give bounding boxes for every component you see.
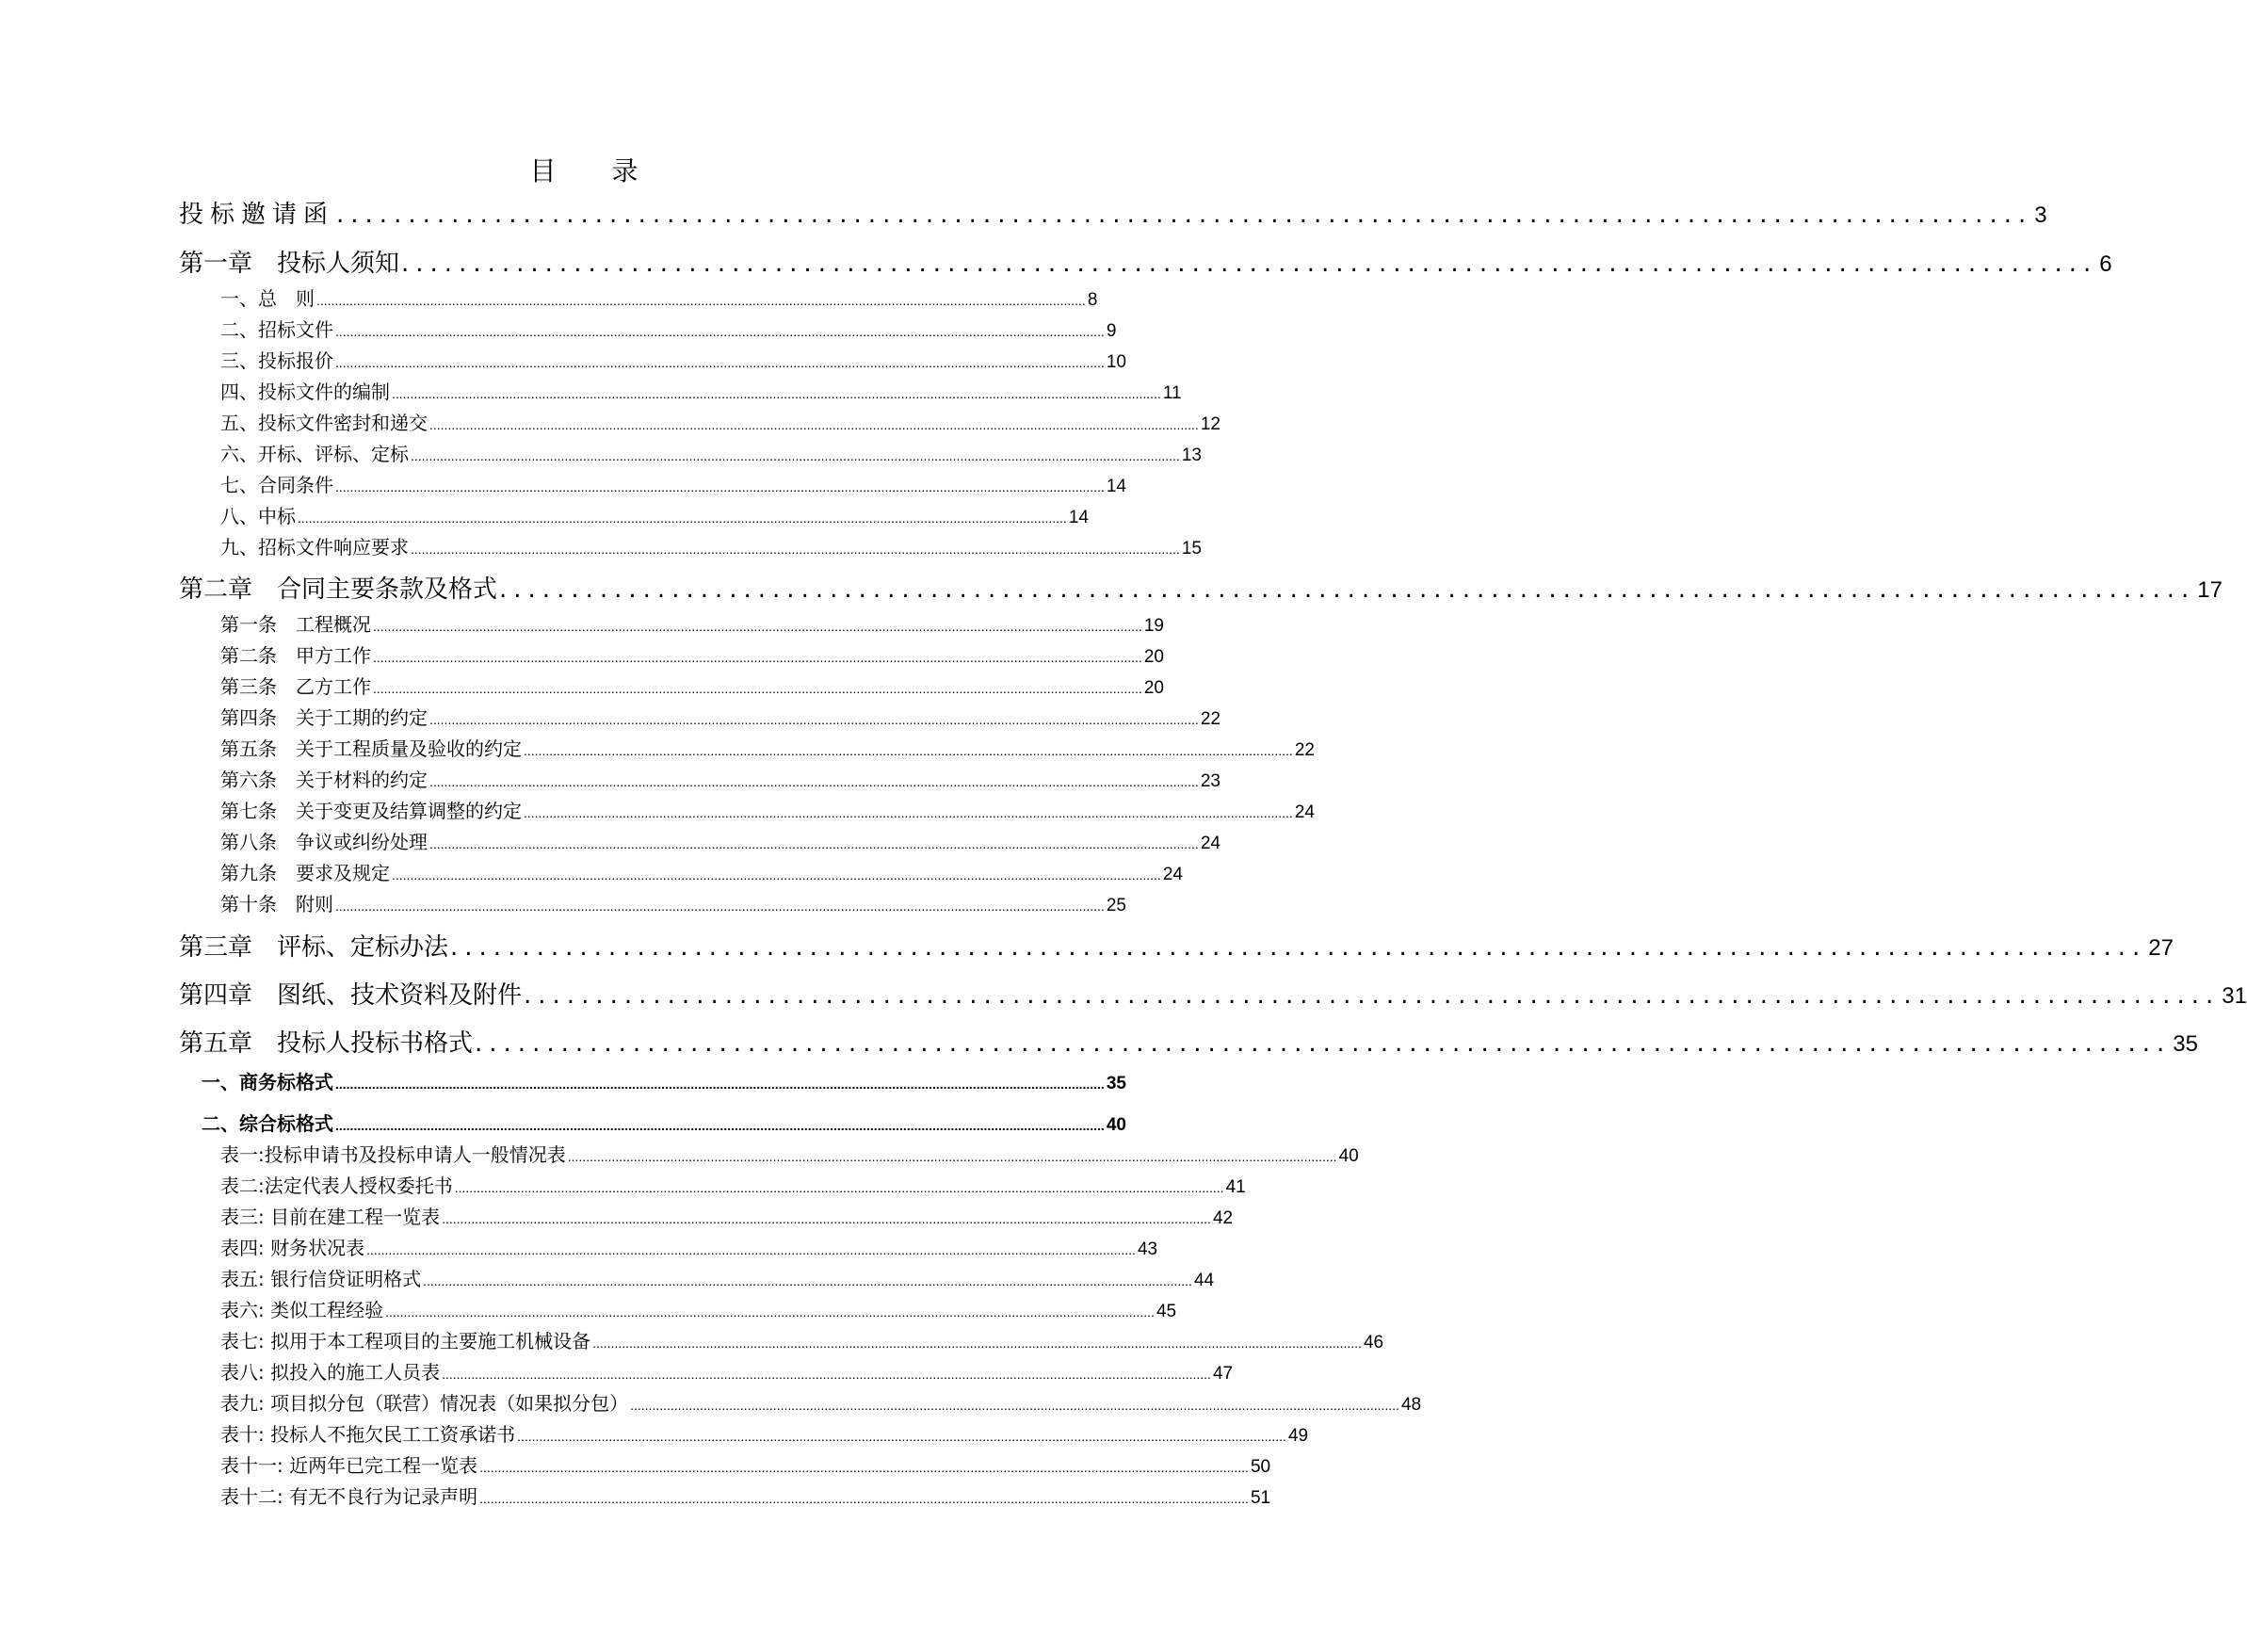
toc-page-number: 31 — [2222, 983, 2247, 1009]
toc-page-number: 24 — [1294, 802, 1315, 822]
toc-page-number: 10 — [1106, 352, 1126, 372]
toc-page-number: 27 — [2148, 935, 2174, 961]
toc-entry-label: 第五条 关于工程质量及验收的约定 — [220, 737, 522, 760]
toc-leader: .................................................................................................................................................................................................................. — [429, 774, 1199, 789]
toc-page-number: 15 — [1181, 539, 1202, 559]
toc-entry-chapter-3[interactable] — [179, 931, 2174, 964]
toc-leader: .................................................................................................................................................................................................................. — [298, 510, 1067, 526]
toc-entry-label: 第十条 附则 — [220, 893, 333, 915]
toc-leader: .................................................................................................................................................................................................................. — [335, 479, 1105, 494]
toc-entry-label: 第七条 关于变更及结算调整的约定 — [220, 800, 522, 822]
toc-entry-label: 表四: 财务状况表 — [220, 1237, 365, 1259]
page-title: 目 录 — [529, 155, 639, 186]
toc-leader: .................................................................................................................................................................................................................. — [630, 1398, 1399, 1413]
toc-leader: .................................................................................................................................................................................................................. — [373, 619, 1142, 634]
toc-entry-label: 表十: 投标人不拖欠民工工资承诺书 — [220, 1423, 516, 1446]
toc-leader: .................................................................................................................................................................................................................. — [335, 324, 1105, 339]
toc-page-number: 12 — [1200, 414, 1220, 434]
toc-page-number: 40 — [1338, 1146, 1359, 1166]
toc-page-number: 8 — [1087, 290, 1098, 310]
toc-page-number: 23 — [1200, 771, 1220, 791]
toc-entry-section[interactable] — [220, 704, 1220, 732]
toc-page-number: 20 — [1143, 678, 1164, 698]
toc-entry-label: 第二条 甲方工作 — [220, 644, 371, 667]
toc-entry-form[interactable] — [220, 1203, 1234, 1231]
toc-entry-label: 表三: 目前在建工程一览表 — [220, 1206, 441, 1228]
toc-leader: .................................................................................................................................................................................................................. — [411, 448, 1180, 463]
toc-leader: ...................................................................................................................... — [475, 1029, 2172, 1058]
toc-entry-section[interactable] — [220, 672, 1164, 701]
toc-entry-chapter-5[interactable] — [179, 1027, 2198, 1061]
toc-page-number: 42 — [1212, 1208, 1234, 1228]
toc-leader: .................................................................................................................................................................................................................. — [373, 650, 1142, 665]
toc-entry-label: 表十二: 有无不良行为记录声明 — [220, 1485, 478, 1508]
toc-entry-subchapter[interactable] — [202, 1109, 1126, 1138]
toc-page-number: 9 — [1106, 321, 1117, 341]
toc-entry-label: 表九: 项目拟分包（联营）情况表（如果拟分包） — [220, 1392, 629, 1415]
toc-entry-form[interactable] — [220, 1141, 1359, 1169]
toc-leader: .................................................................................................................................................................................................................. — [392, 386, 1161, 401]
toc-entry-label: 第一章 投标人须知 — [179, 250, 400, 278]
toc-page-number: 43 — [1137, 1239, 1158, 1259]
toc-entry-label: 第六条 关于材料的约定 — [220, 769, 428, 791]
toc-entry-subchapter[interactable] — [202, 1068, 1126, 1096]
toc-entry-chapter-2[interactable] — [179, 573, 2223, 607]
toc-leader: .................................................................................................................................................................................................................. — [429, 417, 1199, 432]
toc-leader: ...................................................................................................................... — [450, 933, 2147, 962]
toc-entry-label: 一、总 则 — [220, 287, 315, 310]
toc-page-number: 47 — [1212, 1364, 1234, 1384]
toc-entry-label: 第二章 合同主要条款及格式 — [179, 575, 498, 604]
toc-page-number: 41 — [1225, 1177, 1246, 1197]
toc-page-number: 40 — [1106, 1115, 1126, 1135]
toc-entry-invitation[interactable] — [179, 198, 2047, 232]
toc-entry-label: 六、开标、评标、定标 — [220, 443, 409, 465]
toc-leader: .................................................................................................................................................................................................................. — [316, 293, 1086, 308]
toc-page-number: 44 — [1193, 1271, 1215, 1290]
toc-leader: .................................................................................................................................................................................................................. — [524, 743, 1293, 758]
toc-entry-section[interactable] — [220, 316, 1117, 344]
toc-leader: .................................................................................................................................................................................................................. — [335, 1118, 1105, 1133]
toc-leader: ...................................................................................................................... — [499, 575, 2196, 604]
toc-page-number: 45 — [1156, 1302, 1177, 1321]
toc-entry-label: 表六: 类似工程经验 — [220, 1299, 384, 1321]
toc-page-number: 35 — [2173, 1031, 2198, 1057]
toc-page-number: 14 — [1106, 477, 1126, 496]
toc-entry-label: 第九条 要求及规定 — [220, 862, 390, 884]
toc-leader: ...................................................................................................................... — [524, 981, 2221, 1010]
toc-leader: .................................................................................................................................................................................................................. — [517, 1429, 1286, 1444]
toc-leader: .................................................................................................................................................................................................................. — [335, 355, 1105, 370]
toc-leader: .................................................................................................................................................................................................................. — [442, 1211, 1211, 1226]
toc-leader: .................................................................................................................................................................................................................. — [411, 542, 1180, 557]
toc-entry-label: 表八: 拟投入的施工人员表 — [220, 1361, 441, 1384]
toc-page-number: 25 — [1106, 896, 1126, 915]
toc-entry-label: 五、投标文件密封和递交 — [220, 412, 428, 434]
toc-entry-label: 二、综合标格式 — [202, 1112, 333, 1135]
toc-page-number: 51 — [1250, 1488, 1271, 1508]
toc-leader: .................................................................................................................................................................................................................. — [442, 1367, 1211, 1382]
toc-leader: .................................................................................................................................................................................................................. — [454, 1180, 1224, 1195]
toc-leader: .................................................................................................................................................................................................................. — [479, 1460, 1249, 1475]
toc-page-number: 13 — [1181, 445, 1202, 465]
toc-entry-section[interactable] — [220, 502, 1089, 530]
toc-entry-label: 第三章 评标、定标办法 — [179, 933, 449, 962]
toc-leader: .................................................................................................................................................................................................................. — [479, 1491, 1249, 1506]
toc-entry-section[interactable] — [220, 610, 1164, 639]
toc-entry-section[interactable] — [220, 347, 1126, 375]
toc-leader: .................................................................................................................................................................................................................. — [366, 1242, 1136, 1257]
toc-leader: .................................................................................................................................................................................................................. — [524, 805, 1293, 820]
toc-entry-label: 七、合同条件 — [220, 474, 333, 496]
toc-leader: .................................................................................................................................................................................................................. — [423, 1273, 1192, 1288]
toc-entry-label: 投标邀请函 — [179, 201, 335, 229]
toc-entry-section[interactable] — [220, 766, 1220, 794]
toc-leader: .................................................................................................................................................................................................................. — [373, 681, 1142, 696]
toc-entry-section[interactable] — [220, 440, 1202, 468]
toc-entry-label: 第五章 投标人投标书格式 — [179, 1029, 474, 1058]
toc-entry-label: 表一:投标申请书及投标申请人一般情况表 — [220, 1143, 566, 1166]
toc-entry-form[interactable] — [220, 1358, 1234, 1386]
toc-entry-form[interactable] — [220, 1451, 1271, 1480]
toc-page-number: 11 — [1162, 383, 1182, 403]
toc-page-number: 19 — [1143, 616, 1164, 636]
toc-entry-label: 三、投标报价 — [220, 349, 333, 372]
toc-entry-form[interactable] — [220, 1296, 1177, 1324]
toc-page-number: 17 — [2197, 577, 2223, 603]
toc-entry-section[interactable] — [220, 641, 1164, 670]
toc-entry-section[interactable] — [220, 890, 1126, 918]
toc-entry-label: 第四章 图纸、技术资料及附件 — [179, 981, 523, 1010]
toc-page-number: 14 — [1068, 508, 1089, 527]
toc-page-number: 22 — [1200, 709, 1220, 729]
toc-entry-label: 二、招标文件 — [220, 318, 333, 341]
toc-entry-label: 八、中标 — [220, 505, 296, 527]
toc-leader: .................................................................................................................................................................................................................. — [429, 836, 1199, 851]
toc-leader: .................................................................................................................................................................................................................. — [592, 1336, 1362, 1351]
toc-page-number: 3 — [2034, 202, 2047, 228]
toc-page-number: 48 — [1400, 1395, 1422, 1415]
toc-page-number: 50 — [1250, 1457, 1271, 1477]
toc-entry-section[interactable] — [220, 828, 1220, 856]
toc-leader: .................................................................................................................................................................................................................. — [335, 899, 1105, 914]
toc-leader: .................................................................................................................................................................................................................. — [392, 867, 1161, 883]
toc-entry-chapter-1[interactable] — [179, 247, 2112, 281]
toc-page-number: 22 — [1294, 740, 1315, 760]
toc-entry-label: 一、商务标格式 — [202, 1071, 333, 1093]
toc-page-number: 46 — [1363, 1333, 1384, 1352]
toc-entry-label: 四、投标文件的编制 — [220, 381, 390, 403]
toc-page-number: 24 — [1162, 865, 1183, 884]
toc-entry-section[interactable] — [220, 284, 1098, 313]
toc-entry-section[interactable] — [220, 378, 1182, 406]
toc-page-number: 24 — [1200, 834, 1220, 853]
toc-entry-section[interactable] — [220, 735, 1315, 763]
toc-entry-label: 表五: 银行信贷证明格式 — [220, 1268, 422, 1290]
toc-entry-section[interactable] — [220, 859, 1183, 887]
toc-entry-form[interactable] — [220, 1265, 1215, 1293]
toc-entry-section[interactable] — [220, 533, 1202, 561]
toc-page-number: 35 — [1106, 1074, 1126, 1093]
toc-entry-form[interactable] — [220, 1389, 1422, 1417]
toc-entry-form[interactable] — [220, 1234, 1158, 1262]
toc-entry-form[interactable] — [220, 1327, 1384, 1355]
toc-entry-chapter-4[interactable] — [179, 979, 2247, 1012]
toc-entry-label: 第三条 乙方工作 — [220, 675, 371, 698]
toc-entry-form[interactable] — [220, 1420, 1309, 1449]
toc-leader: .................................................................................................................................................................................................................. — [429, 712, 1199, 727]
toc-entry-label: 表十一: 近两年已完工程一览表 — [220, 1454, 478, 1477]
toc-leader: ...................................................................................................................... — [336, 201, 2033, 229]
toc-entry-section[interactable] — [220, 471, 1126, 499]
toc-entry-label: 第四条 关于工期的约定 — [220, 706, 428, 729]
toc-page-number: 6 — [2099, 251, 2112, 277]
toc-leader: .................................................................................................................................................................................................................. — [567, 1149, 1337, 1164]
toc-entry-label: 表二:法定代表人授权委托书 — [220, 1174, 453, 1197]
toc-entry-form[interactable] — [220, 1482, 1271, 1511]
toc-entry-section[interactable] — [220, 797, 1315, 825]
toc-entry-label: 九、招标文件响应要求 — [220, 536, 409, 559]
toc-leader: .................................................................................................................................................................................................................. — [335, 1077, 1105, 1092]
toc-entry-label: 表七: 拟用于本工程项目的主要施工机械设备 — [220, 1330, 591, 1352]
toc-entry-label: 第八条 争议或纠纷处理 — [220, 831, 428, 853]
toc-entry-section[interactable] — [220, 409, 1220, 437]
toc-page-number: 20 — [1143, 647, 1164, 667]
toc-page-number: 49 — [1287, 1426, 1309, 1446]
toc-leader: .................................................................................................................................................................................................................. — [385, 1304, 1155, 1320]
toc-entry-label: 第一条 工程概况 — [220, 613, 371, 636]
toc-entry-form[interactable] — [220, 1172, 1246, 1200]
toc-leader: ...................................................................................................................... — [401, 250, 2098, 278]
